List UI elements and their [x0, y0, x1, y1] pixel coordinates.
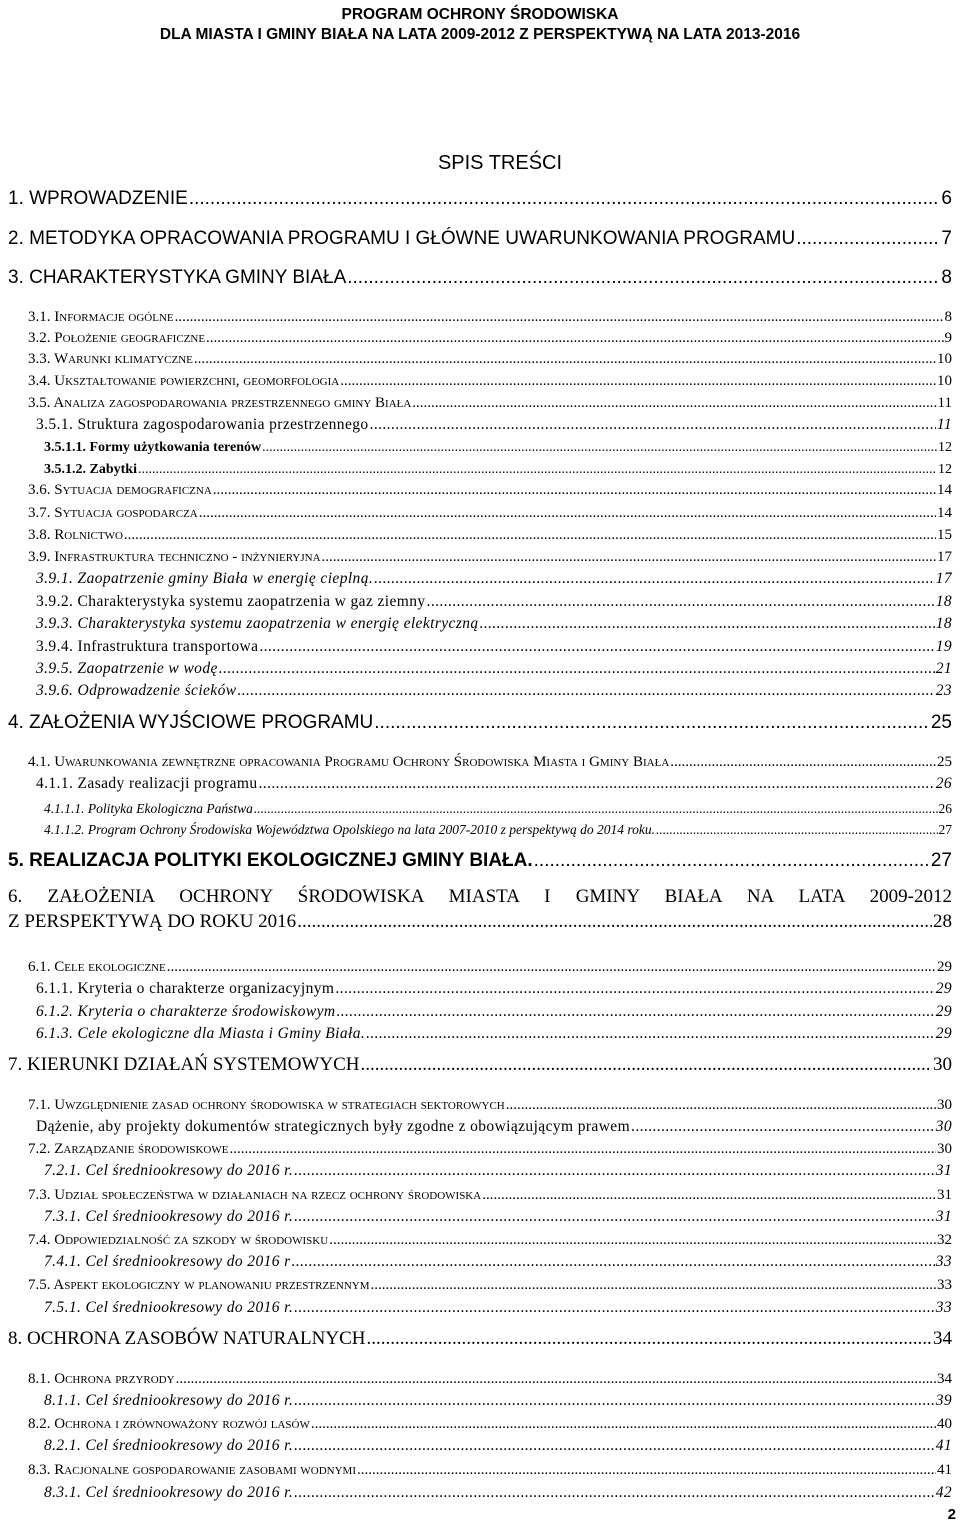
- toc-entry[interactable]: 3.7. Sytuacja gospodarcza ..... 14: [28, 498, 952, 522]
- toc-entry[interactable]: 1. WPROWADZENIE ..... 6: [8, 186, 952, 210]
- toc-entry[interactable]: 8.3. Racjonalne gospodarowanie zasobami wodnymi ..... 41: [28, 1455, 952, 1479]
- toc-entry[interactable]: 4. ZAŁOŻENIA WYJŚCIOWE PROGRAMU ..... 25: [8, 710, 952, 734]
- toc-entry[interactable]: 6.1. Cele ekologiczne ..... 29: [28, 952, 952, 976]
- toc-entry[interactable]: 6.1.3. Cele ekologiczne dla Miasta i Gminy Biała. ..... 29: [36, 1019, 952, 1043]
- toc-entry[interactable]: 2. METODYKA OPRACOWANIA PROGRAMU I GŁÓWNE UWARUNKOWANIA PROGRAMU ..... 7: [8, 226, 952, 250]
- toc-entry[interactable]: 3.5.1.1. Formy użytkowania terenów ..... 12: [44, 432, 952, 456]
- toc-entry[interactable]: 4.1.1. Zasady realizacji programu ..... 26: [36, 769, 952, 793]
- toc-entry[interactable]: 3.3. Warunki klimatyczne ..... 10: [28, 344, 952, 368]
- toc-entry[interactable]: 3. CHARAKTERYSTYKA GMINY BIAŁA ..... 8: [8, 265, 952, 289]
- toc-entry[interactable]: 3.8. Rolnictwo ..... 15: [28, 520, 952, 544]
- toc-entry[interactable]: 3.1. Informacje ogólne ..... 8: [28, 302, 952, 326]
- toc-entry[interactable]: 8. OCHRONA ZASOBÓW NATURALNYCH ..... 34: [8, 1326, 952, 1350]
- toc-entry[interactable]: 7.2. Zarządzanie środowiskowe ..... 30: [28, 1134, 952, 1158]
- toc-entry[interactable]: 3.9.3. Charakterystyka systemu zaopatrzenia w energię elektryczną ..... 18: [36, 609, 952, 633]
- toc-entry[interactable]: 8.2.1. Cel średniookresowy do 2016 r. ..... 41: [44, 1431, 952, 1455]
- header-subtitle: DLA MIASTA I GMINY BIAŁA NA LATA 2009-2012 Z PERSPEKTYWĄ NA LATA 2013-2016: [159, 26, 801, 43]
- toc-entry[interactable]: 3.5.1.2. Zabytki ..... 12: [44, 454, 952, 478]
- toc-entry[interactable]: Dążenie, aby projekty dokumentów strategicznych były zgodne z obowiązującym prawem ..... 30: [36, 1112, 952, 1136]
- toc-entry[interactable]: 6.1.1. Kryteria o charakterze organizacyjnym ..... 29: [36, 974, 952, 998]
- toc-entry[interactable]: 3.9. Infrastruktura techniczno - inżynieryjna ..... 17: [28, 542, 952, 566]
- toc-entry[interactable]: 3.6. Sytuacja demograficzna ..... 14: [28, 475, 952, 499]
- toc-entry-line2: Z PERSPEKTYWĄ DO ROKU 2016 ..... 28: [8, 909, 952, 933]
- toc-entry[interactable]: 7.4.1. Cel średniookresowy do 2016 r ..... 33: [44, 1247, 952, 1271]
- toc-entry[interactable]: 7.4. Odpowiedzialność za szkody w środowisku ..... 32: [28, 1225, 952, 1249]
- toc-entry[interactable]: 8.2. Ochrona i zrównoważony rozwój lasów ..... 40: [28, 1409, 952, 1433]
- toc-entry[interactable]: 3.5.1. Struktura zagospodarowania przestrzennego ..... 11: [36, 410, 952, 434]
- toc-entry[interactable]: 7.1. Uwzględnienie zasad ochrony środowiska w strategiach sektorowych ..... 30: [28, 1090, 952, 1114]
- toc-entry-multiline[interactable]: [8, 886, 952, 938]
- toc-entry[interactable]: 3.2. Położenie geograficzne ..... 9: [28, 323, 952, 347]
- toc-entry[interactable]: 8.3.1. Cel średniookresowy do 2016 r. ..... 42: [44, 1478, 952, 1502]
- toc-entry[interactable]: 3.9.4. Infrastruktura transportowa ..... 19: [36, 632, 952, 656]
- header-title: PROGRAM OCHRONY ŚRODOWISKA: [341, 6, 619, 23]
- toc-entry[interactable]: 4.1.1.2. Program Ochrony Środowiska Województwa Opolskiego na lata 2007-2010 z perspektywą do 2014 roku. ..... 27: [44, 814, 952, 838]
- toc-entry[interactable]: 4.1. Uwarunkowania zewnętrzne opracowania Programu Ochrony Środowiska Miasta i Gminy Biała ..... 25: [28, 747, 952, 771]
- toc-entry[interactable]: 3.4. Ukształtowanie powierzchni, geomorfologia ..... 10: [28, 366, 952, 390]
- toc-entry[interactable]: 7.5. Aspekt ekologiczny w planowaniu przestrzennym ..... 33: [28, 1270, 952, 1294]
- toc-entry[interactable]: 7.5.1. Cel średniookresowy do 2016 r. ..... 33: [44, 1293, 952, 1317]
- toc-entry[interactable]: 7.2.1. Cel średniookresowy do 2016 r. ..... 31: [44, 1156, 952, 1180]
- toc-entry[interactable]: 3.9.5. Zaopatrzenie w wodę ..... 21: [36, 654, 952, 678]
- page-number: 2: [947, 1506, 956, 1523]
- toc-entry[interactable]: 6.1.2. Kryteria o charakterze środowiskowym ..... 29: [36, 997, 952, 1021]
- toc-entry[interactable]: 3.9.1. Zaopatrzenie gminy Biała w energię cieplną. ..... 17: [36, 564, 952, 588]
- toc-entry[interactable]: 5. REALIZACJA POLITYKI EKOLOGICZNEJ GMINY BIAŁA. ..... 27: [8, 848, 952, 872]
- toc-entry[interactable]: 7.3.1. Cel średniookresowy do 2016 r. ..... 31: [44, 1202, 952, 1226]
- toc-entry[interactable]: 7. KIERUNKI DZIAŁAŃ SYSTEMOWYCH ..... 30: [8, 1052, 952, 1076]
- toc-entry[interactable]: 8.1. Ochrona przyrody ..... 34: [28, 1364, 952, 1388]
- toc-entry-line1: 6. ZAŁOŻENIA OCHRONY ŚRODOWISKA MIASTA I GMINY BIAŁA NA LATA 2009-2012: [8, 886, 952, 907]
- toc-entry[interactable]: 7.3. Udział społeczeństwa w działaniach na rzecz ochrony środowiska ..... 31: [28, 1180, 952, 1204]
- toc-entry[interactable]: 3.9.2. Charakterystyka systemu zaopatrzenia w gaz ziemny ..... 18: [36, 587, 952, 611]
- toc-entry[interactable]: 8.1.1. Cel średniookresowy do 2016 r. ..... 39: [44, 1386, 952, 1410]
- toc-entry[interactable]: 4.1.1.1. Polityka Ekologiczna Państwa ..... 26: [44, 793, 952, 817]
- toc-entry[interactable]: 3.5. Analiza zagospodarowania przestrzennego gminy Biała ..... 11: [28, 388, 952, 412]
- toc-entry[interactable]: 3.9.6. Odprowadzenie ścieków ..... 23: [36, 676, 952, 700]
- toc-title: SPIS TREŚCI: [437, 152, 563, 174]
